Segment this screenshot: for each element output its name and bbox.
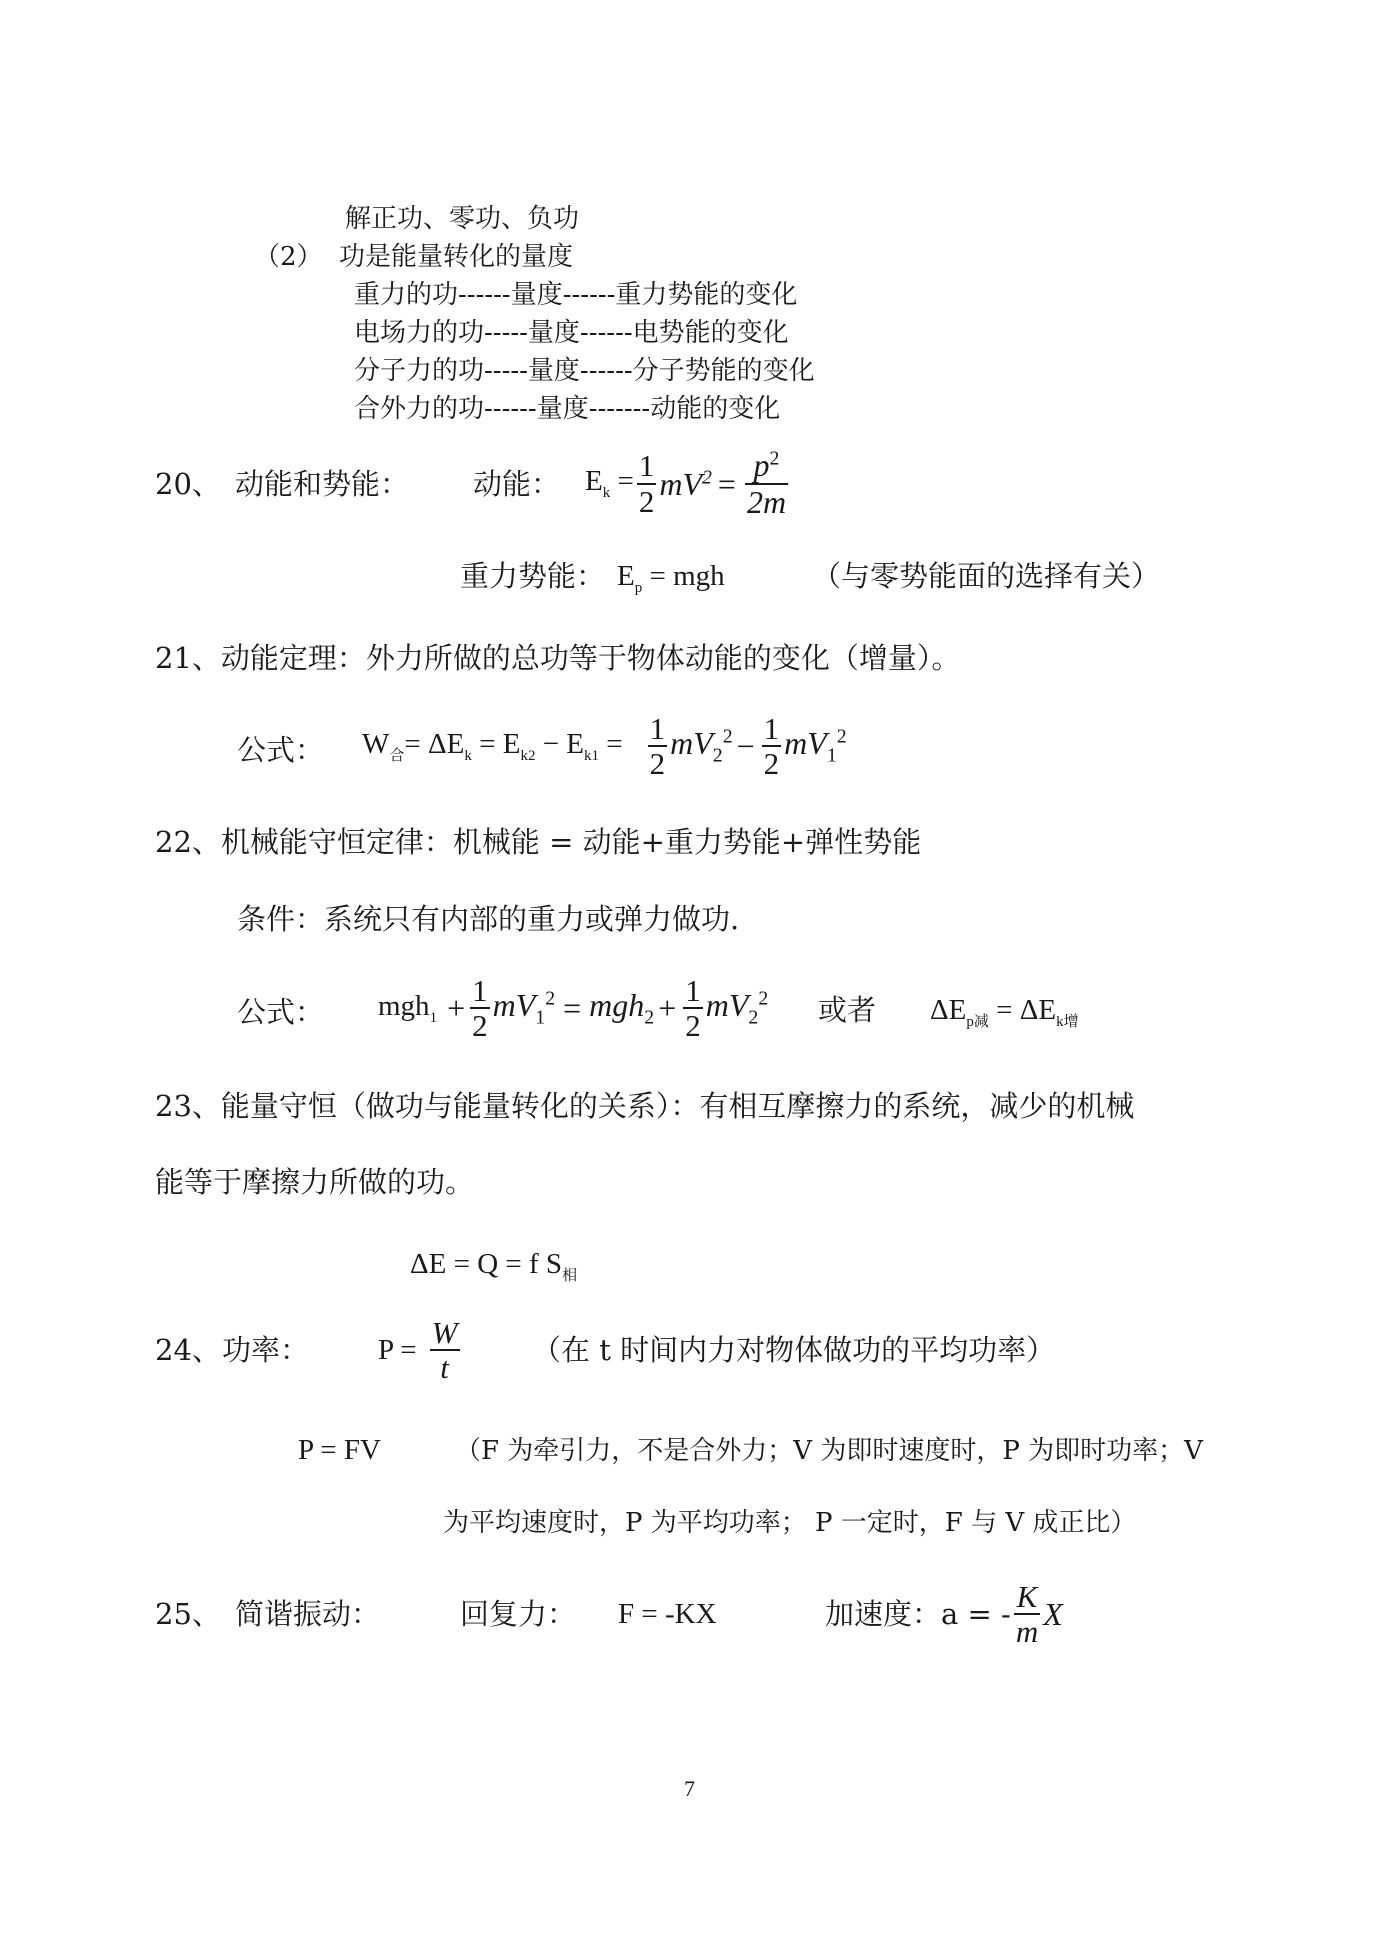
- section-23-text: 23、能量守恒（做功与能量转化的关系）：有相互摩擦力的系统，减少的机械: [155, 1089, 1135, 1123]
- potential-energy-formula: $E_p$ = mgh: [617, 560, 725, 596]
- section-21-text: 21、动能定理：外力所做的总功等于物体动能的变化（增量）。: [155, 641, 961, 675]
- text-line: 解正功、零功、负功: [345, 204, 580, 234]
- power-fv-formula: P = FV: [298, 1434, 381, 1466]
- energy-conservation-formula: [378, 974, 768, 1043]
- kinetic-energy-label: 动能：: [473, 467, 561, 501]
- plus-sign: +: [447, 990, 466, 1027]
- section-22-text: 22、机械能守恒定律：机械能 = 动能+重力势能+弹性势能: [155, 825, 922, 859]
- formula-label: 公式：: [237, 733, 325, 767]
- plus-sign: +: [658, 990, 677, 1027]
- fraction-half: $\frac{1}{2}$: [638, 448, 655, 519]
- text-line: 合外力的功------量度-------动能的变化: [354, 394, 781, 424]
- section-number: 24、: [155, 1333, 221, 1367]
- section-title: 动能和势能：: [235, 467, 410, 501]
- fraction-half: $\frac{1}{2}$: [472, 973, 488, 1044]
- power-fv-note-cont: 为平均速度时，P 为平均功率； P 一定时，F 与 V 成正比）: [443, 1508, 1137, 1538]
- potential-energy-label: 重力势能：: [460, 559, 606, 593]
- acceleration-formula: [825, 1580, 1063, 1649]
- restoring-force-formula: F = -KX: [618, 1598, 717, 1630]
- work-energy-lhs: $W_合= \Delta E_k = E_{k2} - E_{k1}$ =: [362, 727, 623, 764]
- condition-text: 条件：系统只有内部的重力或弹力做功.: [237, 902, 740, 936]
- text-line: 电场力的功-----量度------电势能的变化: [354, 318, 789, 348]
- section-title: 简谐振动：: [235, 1597, 381, 1631]
- power-lhs: P =: [378, 1333, 417, 1366]
- text-line: 功是能量转化的量度: [339, 242, 574, 272]
- or-text: 或者: [818, 993, 877, 1027]
- mgh1: mgh$_1$: [378, 989, 438, 1026]
- text-line: 重力的功------量度------重力势能的变化: [354, 280, 798, 310]
- displacement-x: X: [1043, 1596, 1063, 1633]
- text-line: 分子力的功-----量度------分子势能的变化: [354, 356, 815, 386]
- fraction-half: $\frac{1}{2}$: [763, 711, 780, 782]
- section-number: 25、: [155, 1597, 221, 1631]
- fraction-half: $\frac{1}{2}$: [649, 711, 666, 782]
- fraction-p2-over-2m: $\frac{p^2}{2m}$: [746, 447, 787, 520]
- fraction-k-over-m: $\frac{K}{m}$: [1015, 1579, 1039, 1650]
- power-fv-note: （F 为牵引力，不是合外力；V 为即时速度时，P 为即时功率；V: [455, 1436, 1203, 1466]
- work-energy-formula: [362, 712, 847, 781]
- ek-symbol: $E_k$ =: [585, 464, 634, 501]
- power-formula: [378, 1316, 463, 1385]
- page-number: 7: [684, 1776, 695, 1801]
- potential-energy-note: （与零势能面的选择有关）: [812, 559, 1161, 593]
- section-23-text-cont: 能等于摩擦力所做的功。: [155, 1165, 475, 1199]
- equals-sign: =: [717, 465, 736, 502]
- mgh2: mgh$_2$: [589, 986, 655, 1029]
- list-number: （2）: [254, 242, 323, 272]
- delta-energy-formula: $\Delta E_{p减} = \Delta E_{k增}$: [930, 994, 1079, 1030]
- power-note: （在 t 时间内力对物体做功的平均功率）: [532, 1333, 1056, 1367]
- mv2-squared: $mV_2^2$: [670, 724, 733, 767]
- section-number: 20、: [155, 467, 221, 501]
- kinetic-energy-formula: [585, 448, 791, 519]
- acceleration-label: 加速度：a = -: [825, 1596, 1011, 1631]
- mv2-squared: $mV_2^2$: [705, 986, 769, 1029]
- fraction-half: $\frac{1}{2}$: [685, 973, 701, 1044]
- mv1-squared: $mV_1^2$: [492, 986, 556, 1029]
- restoring-force-label: 回复力：: [460, 1597, 577, 1631]
- fraction-w-over-t: $\frac{W}{t}$: [431, 1315, 458, 1386]
- minus-sign: −: [736, 728, 755, 765]
- mv-squared: $mV^2$: [659, 465, 712, 502]
- formula-label: 公式：: [237, 995, 325, 1029]
- mv1-squared: $mV_1^2$: [784, 724, 847, 767]
- equals-sign: =: [563, 990, 582, 1027]
- friction-energy-formula: ΔE = Q = f $S_相$: [410, 1248, 578, 1284]
- section-title: 功率：: [222, 1333, 310, 1367]
